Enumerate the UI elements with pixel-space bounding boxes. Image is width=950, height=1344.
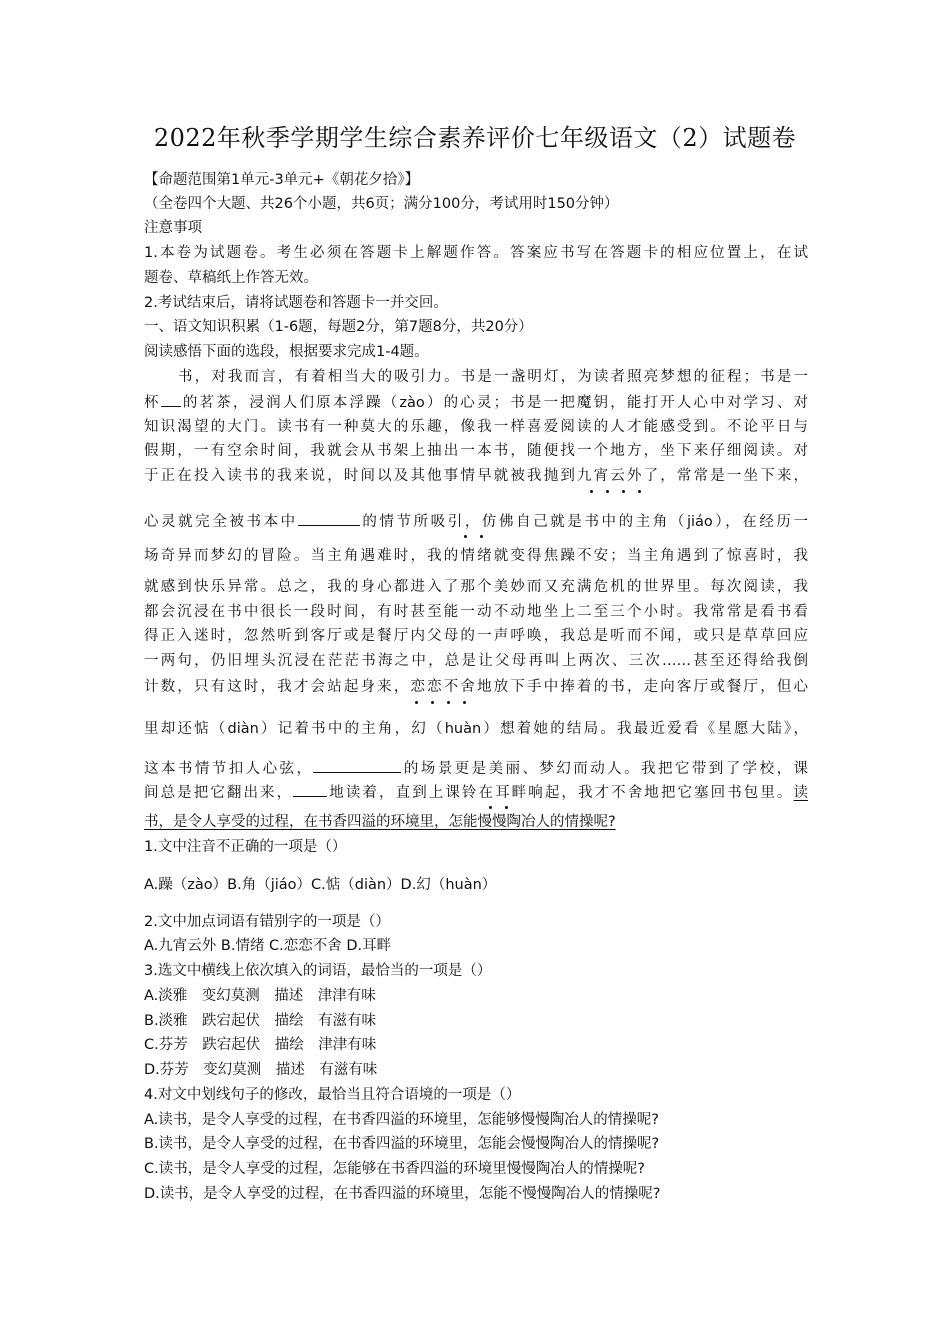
notes-heading: 注意事项 (144, 220, 202, 236)
question-3: 3.选文中横线上依次填入的词语，最恰当的一项是（） (144, 963, 492, 979)
emphasis-dot (464, 535, 467, 538)
question-3-option: B.淡雅 跌宕起伏 描绘 有滋有味 (144, 1013, 377, 1029)
info-line: （全卷四个大题、共26个小题，共6页；满分100分，考试用时150分钟） (144, 196, 619, 212)
scope-line: 【命题范围第1单元-3单元+《朝花夕拾》】 (144, 172, 420, 188)
passage-line: 里却还惦（diàn）记着书中的主角，幻（huàn）想着她的结局。我最近爱看《星愿大陆》， (144, 721, 808, 737)
passage-line: 假期，一有空余时间，我就会从书架上抽出一本书，随便找一个地方，坐下来仔细阅读。对 (144, 443, 808, 459)
passage-line: 场奇异而梦幻的冒险。当主角遇难时，我的情绪就变得焦躁不安；当主角遇到了惊喜时，我 (144, 548, 808, 564)
passage-line (144, 812, 616, 832)
emphasis-dot (489, 806, 492, 809)
passage-line: 书，对我而言，有着相当大的吸引力。书是一盏明灯，为读者照亮梦想的征程；书是一 (178, 369, 808, 385)
question-3-option: A.淡雅 变幻莫测 描述 津津有味 (144, 988, 376, 1004)
passage-line: 计数，只有这时，我才会站起身来，恋恋不舍地放下手中捧着的书，走向客厅或餐厅，但心 (144, 679, 808, 695)
passage-text: 心灵就完全被书本中 (144, 514, 298, 530)
fill-blank (293, 782, 327, 797)
fill-blank (313, 758, 401, 773)
question-4-option: D.读书，是令人享受的过程，在书香四溢的环境里，怎能不慢慢陶冶人的情操呢? (144, 1186, 661, 1202)
emphasis-dot (638, 490, 641, 493)
note-2: 2.考试结束后，请将试题卷和答题卡一并交回。 (144, 295, 448, 311)
reading-intro: 阅读感悟下面的选段，根据要求完成1-4题。 (144, 344, 429, 360)
passage-line: 都会沉浸在书中很长一段时间，有时甚至能一动不动地坐上二至三个小时。我常常是看书看 (144, 604, 808, 620)
passage-text: 的场景更是美丽、梦幻而动人。我把它带到了学校，课 (401, 761, 809, 777)
passage-line: 一两句，仍旧埋头沉浸在茫茫书海之中，总是让父母再叫上两次、三次……甚至还得给我倒 (144, 653, 808, 669)
fill-blank (298, 511, 360, 526)
passage-text: 这本书情节扣人心弦， (144, 761, 314, 777)
passage-line: 知识渴望的大门。读书有一种莫大的乐趣，像我一样喜爱阅读的人才能感受到。不论平日与 (144, 419, 808, 435)
section-heading: 一、语文知识积累（1-6题，每题2分，第7题8分，共20分） (144, 319, 533, 335)
emphasis-dot (447, 701, 450, 704)
page-title: 2022年秋季学期学生综合素养评价七年级语文（2）试题卷 (153, 124, 797, 152)
question-4-option: A.读书，是令人享受的过程，在书香四溢的环境里，怎能够慢慢陶冶人的情操呢? (144, 1112, 659, 1128)
emphasis-dot (415, 701, 418, 704)
emphasis-dot (463, 701, 466, 704)
question-4: 4.对文中划线句子的修改，最恰当且符合语境的一项是（） (144, 1087, 521, 1103)
passage-text: 间总是把它翻出来， (144, 785, 294, 801)
underlined-sentence-start: 读 (793, 785, 809, 801)
question-4-option: B.读书，是令人享受的过程，在书香四溢的环境里，怎能会慢慢陶冶人的情操呢? (144, 1136, 660, 1152)
question-2: 2.文中加点词语有错别字的一项是（） (144, 914, 390, 930)
passage-line: 就感到快乐异常。总之，我的身心都进入了那个美妙而又充满危机的世界里。每次阅读，我 (144, 579, 808, 595)
question-1: 1.文中注音不正确的一项是（） (144, 839, 347, 855)
question-3-option: C.芬芳 跌宕起伏 描绘 津津有味 (144, 1037, 377, 1053)
emphasis-dot (431, 701, 434, 704)
emphasis-dot (480, 535, 483, 538)
question-4-option: C.读书，是令人享受的过程，怎能够在书香四溢的环境里慢慢陶冶人的情操呢? (144, 1161, 645, 1177)
emphasis-dot (606, 490, 609, 493)
passage-text: 的茗茶，浸润人们原本浮躁（zào）的心灵；书是一把魔钥，能打开人心中对学习、对 (180, 395, 809, 411)
fill-blank (161, 392, 181, 407)
note-1-line-b: 题卷、草稿纸上作答无效。 (144, 270, 318, 286)
question-3-option: D.芬芳 变幻莫测 描述 有滋有味 (144, 1062, 378, 1078)
passage-text: 地读着，直到上课铃在耳畔响起，我才不舍地把它塞回书包里。 (327, 785, 794, 801)
passage-line (144, 511, 808, 532)
note-1-line-a: 1.本卷为试题卷。考生必须在答题卡上解题作答。答案应书写在答题卡的相应位置上，在试 (144, 245, 808, 261)
question-2-options: A.九宵云外 B.情绪 C.恋恋不舍 D.耳畔 (144, 938, 392, 954)
emphasis-dot (590, 490, 593, 493)
passage-line (144, 782, 808, 803)
passage-line (144, 392, 808, 413)
question-1-options: A.躁（zào）B.角（jiáo）C.惦（diàn）D.幻（huàn） (144, 877, 497, 893)
passage-text: 杯 (144, 395, 161, 411)
passage-text: 的情节所吸引，仿佛自己就是书中的主角（jiáo），在经历一 (359, 514, 809, 530)
underlined-sentence: 书，是令人享受的过程，在书香四溢的环境里，怎能慢慢陶冶人的情操呢? (144, 814, 616, 830)
passage-line: 得正入迷时，忽然听到客厅或是餐厅内父母的一声呼唤，我总是听而不闻，或只是草草回应 (144, 628, 808, 644)
emphasis-dot (622, 490, 625, 493)
passage-line: 于正在投入读书的我来说，时间以及其他事情早就被我抛到九宵云外了，常常是一坐下来， (144, 468, 808, 484)
emphasis-dot (505, 806, 508, 809)
passage-line (144, 758, 808, 779)
